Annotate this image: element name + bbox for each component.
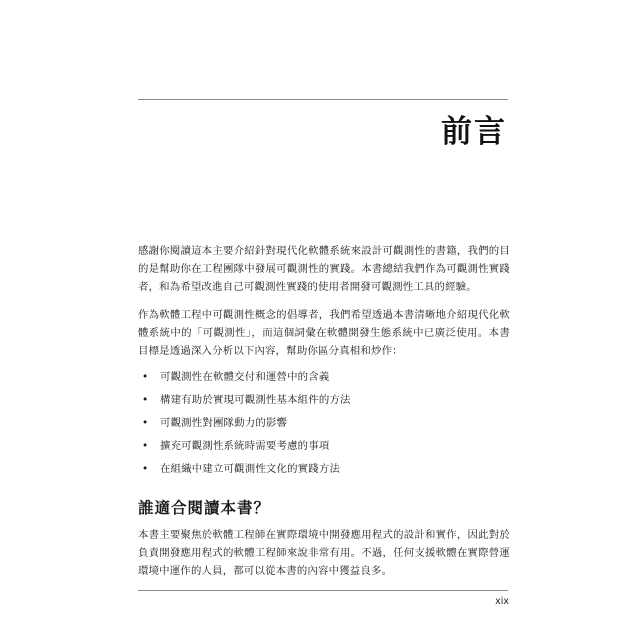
intro-paragraph-2: 作為軟體工程中可觀測性概念的倡導者，我們希望透過本書清晰地介紹現代化軟體系統中的「可觀測性」，而這個詞彙在軟體開發生態系統中已廣泛使用。本書目標是透過深入分析以下內容，幫助你區分真相和炒作： [138, 309, 510, 357]
list-item-text: 在組織中建立可觀測性文化的實踐方法 [160, 463, 341, 475]
bullet-icon: • [142, 417, 149, 429]
list-item [138, 370, 510, 384]
bullet-icon: • [142, 463, 149, 475]
section-heading: 誰適合閱讀本書？ [138, 499, 271, 517]
page-body [138, 242, 510, 590]
intro-paragraph-1: 感謝你閱讀這本主要介紹針對現代化軟體系統來設計可觀測性的書籍，我們的目的是幫助你在工程團隊中發展可觀測性的實踐。本書總結我們作為可觀測性實踐者，和為希望改進自己可觀測性實踐的使用者開發可觀測性工具的經驗。 [138, 245, 510, 293]
list-item-text: 構建有助於實現可觀測性基本組件的方法 [160, 394, 351, 406]
list-item [138, 462, 510, 476]
list-item [138, 416, 510, 430]
bullet-icon: • [142, 394, 149, 406]
bottom-rule [138, 590, 508, 591]
bullet-icon: • [142, 440, 149, 452]
list-item-text: 擴充可觀測性系統時需要考慮的事項 [160, 440, 330, 452]
list-item-text: 可觀測性在軟體交付和運營中的含義 [160, 371, 330, 383]
section-paragraph: 本書主要聚焦於軟體工程師在實際環境中開發應用程式的設計和實作，因此對於負責開發應用程式的軟體工程師來說非常有用。不過，任何支援軟體在實際營運環境中運作的人員，都可以從本書的內容中獲益良多。 [138, 529, 510, 577]
list-item [138, 439, 510, 453]
list-item [138, 393, 510, 407]
page-number: xix [495, 596, 509, 607]
chapter-title: 前言 [441, 114, 507, 150]
top-rule [138, 99, 508, 100]
list-item-text: 可觀測性對團隊動力的影響 [160, 417, 288, 429]
topic-list [138, 370, 510, 476]
bullet-icon: • [142, 371, 149, 383]
